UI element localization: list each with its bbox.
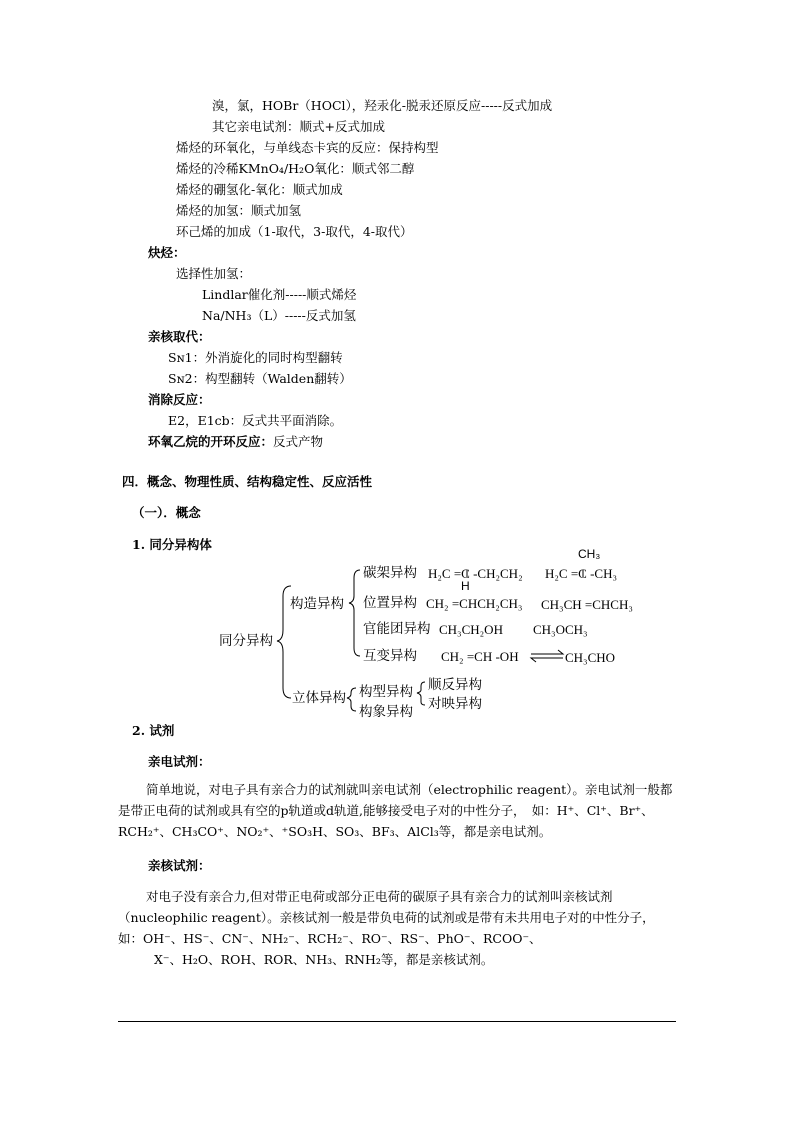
- label-functional: 官能团异构: [363, 621, 431, 637]
- item-title-reagents: 2. 试剂: [132, 723, 175, 738]
- label-tautomer: 互变异构: [363, 648, 417, 664]
- heading-elimination: 消除反应：: [148, 392, 211, 407]
- heading-alkyne: 炔烃：: [148, 245, 186, 260]
- formula-skeleton-a: H₂C =C -CH₂CH₂: [428, 566, 523, 581]
- text-line: Na/NH₃（L）-----反式加氢: [202, 308, 356, 323]
- paragraph-nucleophile-cont: X⁻、H₂O、ROH、ROR、NH₃、RNH₂等，都是亲核试剂。: [154, 952, 494, 967]
- footer-divider: [118, 1021, 676, 1022]
- text-line: 溴，氯，HOBr（HOCl），羟汞化-脱汞还原反应-----反式加成: [212, 98, 553, 113]
- brace-constitutional: [349, 570, 360, 656]
- equilibrium-top: [531, 650, 563, 654]
- label-constitutional: 构造异构: [290, 596, 344, 612]
- formula-skeleton-b: H₂C =C -CH₃: [545, 566, 618, 581]
- formula-functional-b: CH₃OCH₃: [533, 622, 588, 637]
- brace-stereo: [347, 688, 356, 711]
- paragraph-nucleophile: 对电子没有亲合力,但对带正电荷或部分正电荷的碳原子具有亲合力的试剂叫亲核试剂（nucleophilic reagent）。亲核试剂一般是带负电荷的试剂或是带有未共用电子对的中性分子，如：OH⁻、HS⁻、CN⁻、NH₂⁻、RCH₂⁻、RO⁻、RS⁻、PhO⁻、RCOO⁻、: [118, 889, 655, 946]
- formula-position-a: CH₂ =CHCH₂CH₃: [426, 596, 523, 611]
- label-stereo: 立体异构: [292, 690, 346, 706]
- text-line: E2，E1cb：反式共平面消除。: [168, 413, 343, 428]
- formula-position-b: CH₃CH =CHCH₃: [541, 597, 633, 612]
- text-line: Sɴ1：外消旋化的同时构型翻转: [168, 350, 343, 365]
- brace-root: [277, 586, 291, 698]
- heading-electrophile: 亲电试剂：: [148, 754, 211, 769]
- heading-nucleophile: 亲核试剂：: [148, 858, 211, 873]
- formula-skeleton-a-h: H: [461, 579, 470, 593]
- formula-skeleton-b-ch3: CH₃: [578, 547, 601, 561]
- text-line: 烯烃的冷稀KMnO₄/H₂O氧化：顺式邻二醇: [176, 161, 415, 176]
- label-conformation: 构象异构: [359, 704, 413, 720]
- equilibrium-bottom: [531, 658, 563, 662]
- heading-nucleophilic-substitution: 亲核取代：: [148, 329, 211, 344]
- label-position: 位置异构: [363, 595, 417, 611]
- epoxide-text: 反式产物: [273, 434, 324, 449]
- text-line: 烯烃的硼氢化-氧化：顺式加成: [176, 182, 343, 197]
- formula-tautomer-a: CH₂ =CH -OH: [441, 649, 519, 664]
- label-configuration: 构型异构: [359, 684, 413, 700]
- label-skeleton: 碳架异构: [363, 565, 417, 581]
- formula-functional-a: CH₃CH₂OH: [439, 622, 503, 637]
- label-enantiomer: 对映异构: [428, 696, 482, 712]
- item-title-isomers: 1. 同分异构体: [132, 537, 212, 552]
- section-title: 四．概念、物理性质、结构稳定性、反应活性: [122, 474, 373, 489]
- label-cis-trans: 顺反异构: [428, 677, 482, 693]
- brace-configuration: [417, 682, 425, 705]
- text-line: Sɴ2：构型翻转（Walden翻转）: [168, 371, 352, 386]
- formula-tautomer-b: CH₃CHO: [565, 650, 616, 665]
- paragraph-electrophile: 简单地说，对电子具有亲合力的试剂就叫亲电试剂（electrophilic reagent）。亲电试剂一般都是带正电荷的试剂或具有空的p轨道或d轨道,能够接受电子对的中性分子， 如：H⁺、Cl⁺、Br⁺、RCH₂⁺、CH₃CO⁺、NO₂⁺、⁺SO₃H、SO₃、BF₃、AlCl₃等，都是亲电试剂。: [118, 782, 673, 839]
- text-line: 烯烃的环氧化，与单线态卡宾的反应：保持构型: [176, 140, 439, 155]
- text-line: 烯烃的加氢：顺式加氢: [176, 203, 302, 218]
- heading-epoxide: 环氧乙烷的开环反应：: [148, 434, 274, 449]
- text-line: 选择性加氢：: [176, 266, 252, 281]
- text-line: 其它亲电试剂：顺式+反式加成: [212, 119, 385, 134]
- text-line: Lindlar催化剂-----顺式烯烃: [202, 287, 357, 302]
- label-isomer-root: 同分异构: [219, 633, 273, 649]
- text-line: 环己烯的加成（1-取代，3-取代，4-取代）: [176, 224, 413, 239]
- subsection-title: （一）．概念: [132, 505, 201, 520]
